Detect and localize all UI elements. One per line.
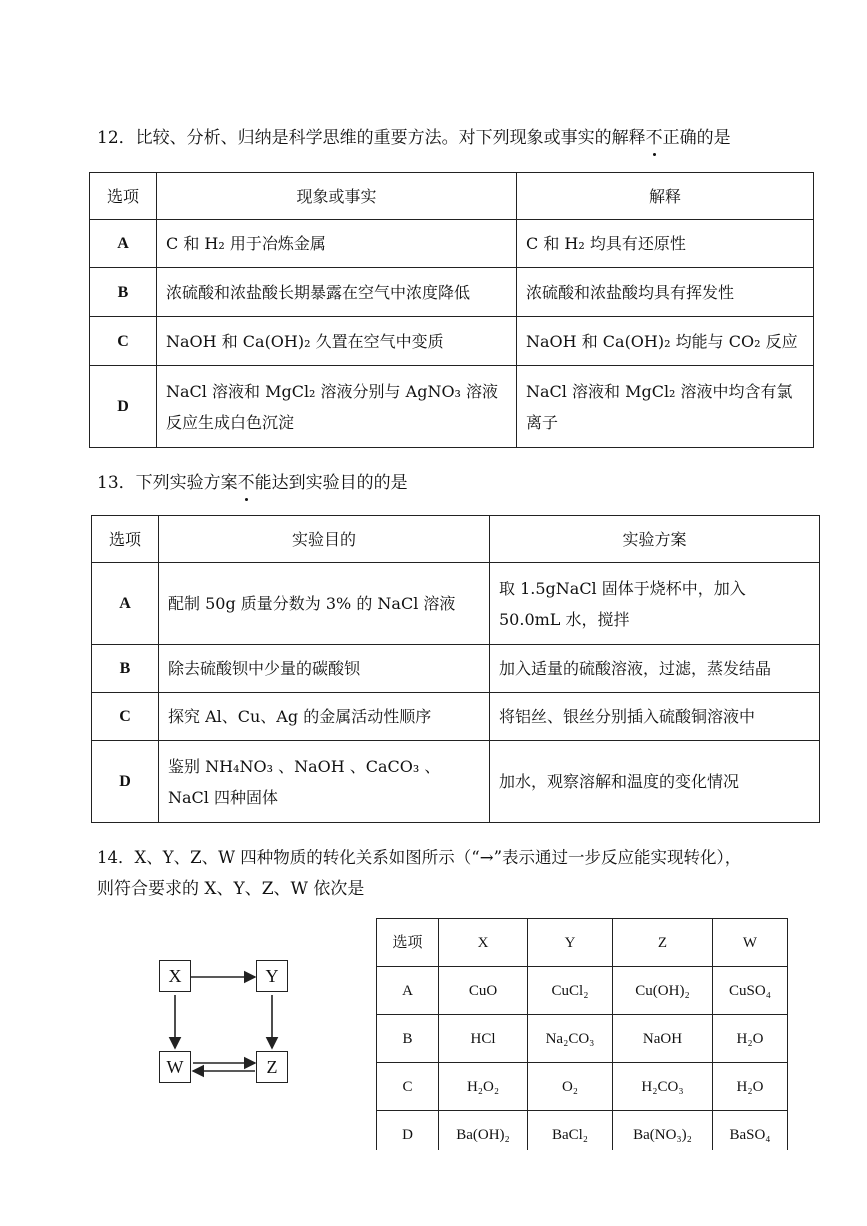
q13-row-b-option: B — [92, 645, 159, 693]
q12-row-b-option: B — [90, 268, 157, 317]
q14-row-b-y: Na₂CO₃ — [528, 1015, 613, 1063]
q12-header-fact: 现象或事实 — [157, 173, 517, 220]
q12-row-d-explain: NaCl 溶液和 MgCl₂ 溶液中均含有氯离子 — [517, 366, 814, 448]
q14-header-x: X — [439, 919, 528, 967]
q12-header-option: 选项 — [90, 173, 157, 220]
q13-row-b-goal: 除去硫酸钡中少量的碳酸钡 — [159, 645, 490, 693]
q14-row-d-y: BaCl₂ — [528, 1111, 613, 1159]
q14-row-a-option: A — [377, 967, 439, 1015]
q12-row-b-fact: 浓硫酸和浓盐酸长期暴露在空气中浓度降低 — [157, 268, 517, 317]
q13-row-c-goal: 探究 Al、Cu、Ag 的金属活动性顺序 — [159, 693, 490, 741]
q14-row-c-w: H₂O — [713, 1063, 788, 1111]
q14-row-c-x: H₂O₂ — [439, 1063, 528, 1111]
q14-row-a-w: CuSO₄ — [713, 967, 788, 1015]
q14-title-line1: 14．X、Y、Z、W 四种物质的转化关系如图所示（“→”表示通过一步反应能实现转化）， — [97, 848, 742, 867]
diagram-node-x: X — [159, 960, 191, 992]
q14-row-a-z: Cu(OH)₂ — [613, 967, 713, 1015]
q13-row-d-goal: 鉴别 NH₄NO₃ 、NaOH 、CaCO₃ 、NaCl 四种固体 — [159, 741, 490, 823]
page-bottom-margin — [0, 1150, 867, 1226]
q14-row-d-option: D — [377, 1111, 439, 1159]
q13-header-goal: 实验目的 — [159, 516, 490, 563]
q12-row-d-option: D — [90, 366, 157, 448]
q14-row-b-option: B — [377, 1015, 439, 1063]
q13-row-c-option: C — [92, 693, 159, 741]
q14-table — [376, 918, 788, 1159]
q14-row-b-x: HCl — [439, 1015, 528, 1063]
q14-row-d-z: Ba(NO₃)₂ — [613, 1111, 713, 1159]
q13-title-after: 能达到实验目的的是 — [254, 473, 408, 493]
q13-title — [97, 472, 408, 494]
diagram-node-y: Y — [256, 960, 288, 992]
q13-row-d-option: D — [92, 741, 159, 823]
q14-header-y: Y — [528, 919, 613, 967]
q13-title-before: 13．下列实验方案 — [97, 473, 238, 493]
q12-row-a-option: A — [90, 220, 157, 268]
q12-row-c-option: C — [90, 317, 157, 366]
q13-table — [91, 515, 820, 823]
q14-row-b-w: H₂O — [713, 1015, 788, 1063]
q14-row-c-y: O₂ — [528, 1063, 613, 1111]
q13-title-emphasis: 不 — [237, 473, 255, 493]
q14-header-option: 选项 — [377, 919, 439, 967]
q14-row-d-x: Ba(OH)₂ — [439, 1111, 528, 1159]
q13-row-a-option: A — [92, 563, 159, 645]
q13-row-a-goal: 配制 50g 质量分数为 3% 的 NaCl 溶液 — [159, 563, 490, 645]
q12-row-a-fact: C 和 H₂ 用于冶炼金属 — [157, 220, 517, 268]
conversion-diagram — [155, 955, 305, 1090]
q12-title-emphasis: 不 — [645, 128, 663, 148]
q14-title-line2: 则符合要求的 X、Y、Z、W 依次是 — [97, 879, 365, 899]
q14-row-c-option: C — [377, 1063, 439, 1111]
q12-row-c-explain: NaOH 和 Ca(OH)₂ 均能与 CO₂ 反应 — [517, 317, 814, 366]
q12-title-before: 12．比较、分析、归纳是科学思维的重要方法。对下列现象或事实的解释 — [97, 128, 646, 148]
q14-row-d-w: BaSO₄ — [713, 1111, 788, 1159]
q13-header-plan: 实验方案 — [490, 516, 820, 563]
diagram-node-z: Z — [256, 1051, 288, 1083]
q12-row-c-fact: NaOH 和 Ca(OH)₂ 久置在空气中变质 — [157, 317, 517, 366]
q12-row-d-fact: NaCl 溶液和 MgCl₂ 溶液分别与 AgNO₃ 溶液反应生成白色沉淀 — [157, 366, 517, 448]
q14-row-a-y: CuCl₂ — [528, 967, 613, 1015]
q12-table — [89, 172, 814, 448]
q12-title-after: 正确的是 — [662, 128, 731, 148]
q12-row-a-explain: C 和 H₂ 均具有还原性 — [517, 220, 814, 268]
q14-header-w: W — [713, 919, 788, 967]
q14-header-z: Z — [613, 919, 713, 967]
q12-title — [97, 127, 731, 149]
q13-row-c-plan: 将铝丝、银丝分别插入硫酸铜溶液中 — [490, 693, 820, 741]
q13-row-d-plan: 加水，观察溶解和温度的变化情况 — [490, 741, 820, 823]
q13-header-option: 选项 — [92, 516, 159, 563]
q13-row-b-plan: 加入适量的硫酸溶液，过滤，蒸发结晶 — [490, 645, 820, 693]
q13-row-a-plan: 取 1.5gNaCl 固体于烧杯中，加入 50.0mL 水，搅拌 — [490, 563, 820, 645]
q14-row-c-z: H₂CO₃ — [613, 1063, 713, 1111]
q14-row-b-z: NaOH — [613, 1015, 713, 1063]
q14-row-a-x: CuO — [439, 967, 528, 1015]
q12-header-explain: 解释 — [517, 173, 814, 220]
diagram-node-w: W — [159, 1051, 191, 1083]
q12-row-b-explain: 浓硫酸和浓盐酸均具有挥发性 — [517, 268, 814, 317]
